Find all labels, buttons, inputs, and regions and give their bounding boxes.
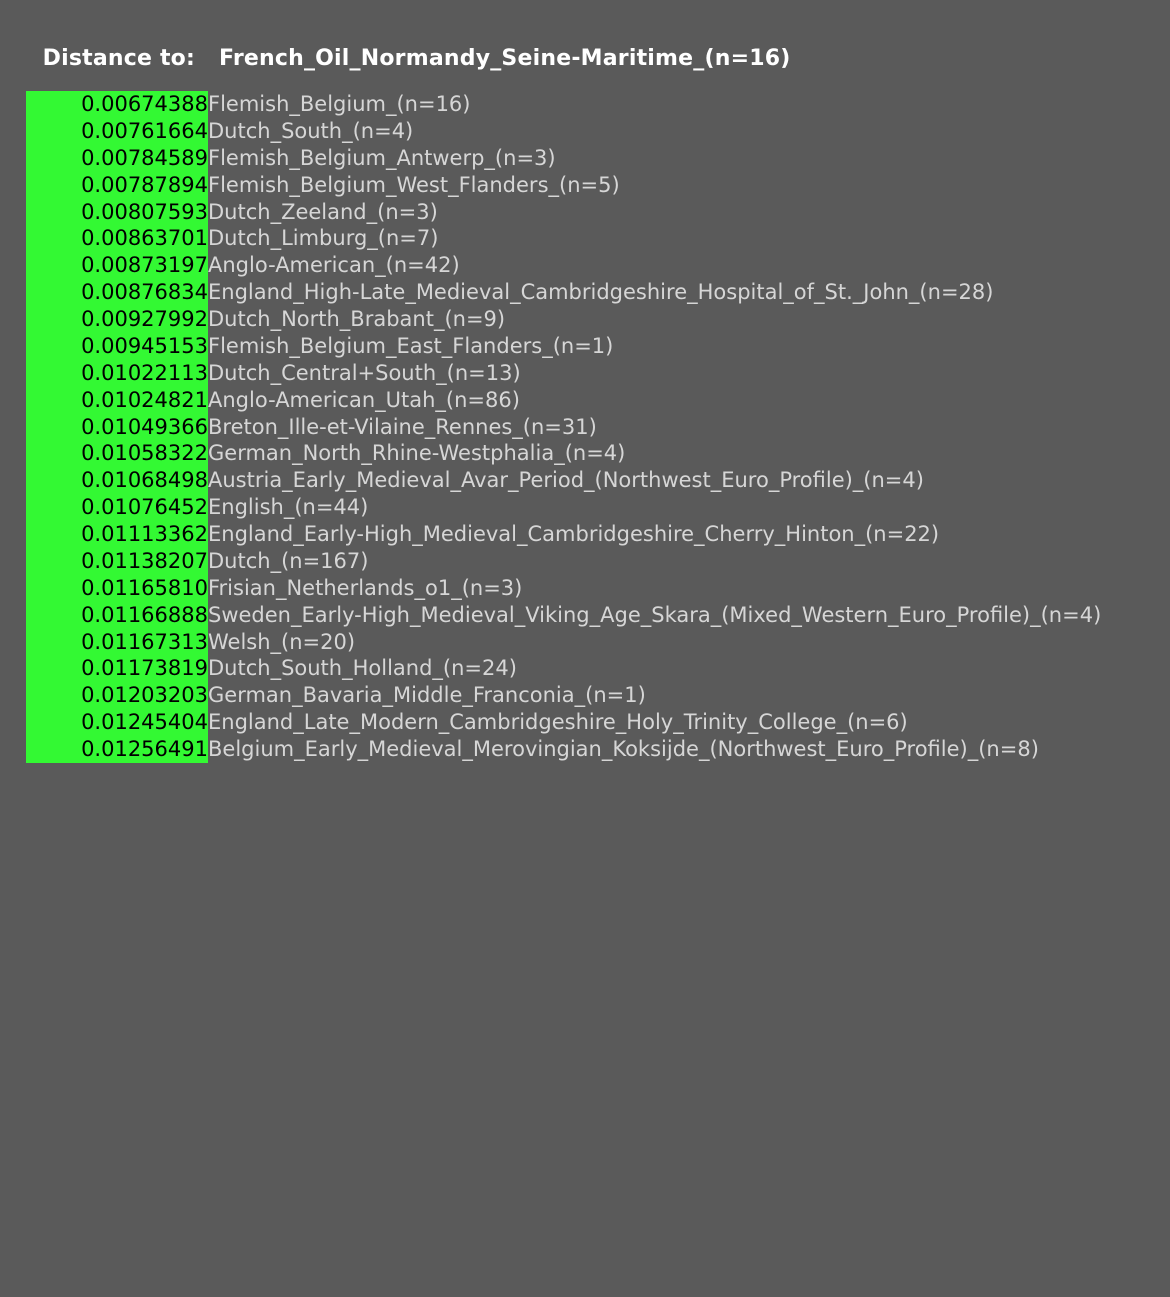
- table-row: [13, 682, 1157, 709]
- distance-value: 0.00945153: [13, 333, 208, 360]
- table-row: [13, 387, 1157, 414]
- population-label: Austria_Early_Medieval_Avar_Period_(Northwest_Euro_Profile)_(n=4): [208, 468, 924, 493]
- distance-value: 0.00863701: [13, 225, 208, 252]
- table-row: [13, 118, 1157, 145]
- population-label: Dutch_(n=167): [208, 548, 369, 573]
- distance-value: 0.00761664: [13, 118, 208, 145]
- distance-value: 0.01173819: [13, 655, 208, 682]
- distance-value: 0.00787894: [13, 172, 208, 199]
- distance-value: 0.00674388: [13, 91, 208, 118]
- table-row: [13, 91, 1157, 118]
- table-row: [13, 440, 1157, 467]
- distance-value: 0.01203203: [13, 682, 208, 709]
- population-label: Anglo-American_Utah_(n=86): [208, 387, 520, 412]
- table-row: [13, 736, 1157, 763]
- table-row: [13, 629, 1157, 656]
- distance-value: 0.01245404: [13, 709, 208, 736]
- distance-value: 0.01165810: [13, 575, 208, 602]
- table-row: [13, 252, 1157, 279]
- population-label: German_North_Rhine-Westphalia_(n=4): [208, 441, 626, 466]
- population-label: Frisian_Netherlands_o1_(n=3): [208, 575, 523, 600]
- table-row: [13, 145, 1157, 172]
- distance-value: 0.01167313: [13, 629, 208, 656]
- distance-value: 0.00873197: [13, 252, 208, 279]
- distance-value: 0.01113362: [13, 521, 208, 548]
- distance-to-label: Distance to:: [42, 46, 195, 71]
- table-row: [13, 575, 1157, 602]
- distance-value: 0.01058322: [13, 440, 208, 467]
- population-label: Sweden_Early-High_Medieval_Viking_Age_Skara_(Mixed_Western_Euro_Profile)_(n=4): [208, 602, 1102, 627]
- population-label: Dutch_Central+South_(n=13): [208, 360, 521, 385]
- table-row: [13, 602, 1157, 629]
- table-row: [13, 333, 1157, 360]
- table-row: [13, 360, 1157, 387]
- distance-value: 0.01138207: [13, 548, 208, 575]
- population-label: Welsh_(n=20): [208, 629, 356, 654]
- results-header: [0, 0, 1170, 91]
- table-row: [13, 655, 1157, 682]
- population-label: England_Late_Modern_Cambridgeshire_Holy_Trinity_College_(n=6): [208, 710, 908, 735]
- distance-value: 0.00927992: [13, 306, 208, 333]
- population-label: Dutch_South_(n=4): [208, 118, 414, 143]
- population-label: Anglo-American_(n=42): [208, 253, 460, 278]
- table-row: [13, 172, 1157, 199]
- population-label: Flemish_Belgium_(n=16): [208, 92, 471, 116]
- distance-value: 0.01049366: [13, 414, 208, 441]
- distance-value: 0.01022113: [13, 360, 208, 387]
- population-label: Dutch_Zeeland_(n=3): [208, 199, 438, 224]
- target-population-title: French_Oil_Normandy_Seine-Maritime_(n=16): [219, 46, 791, 71]
- distance-results-table: [0, 91, 1170, 763]
- population-label: Breton_Ille-et-Vilaine_Rennes_(n=31): [208, 414, 597, 439]
- distance-value: 0.01256491: [13, 736, 208, 763]
- table-row: [13, 521, 1157, 548]
- distance-value: 0.01024821: [13, 387, 208, 414]
- distance-value: 0.01166888: [13, 602, 208, 629]
- population-label: England_High-Late_Medieval_Cambridgeshire_Hospital_of_St._John_(n=28): [208, 280, 994, 305]
- distance-value: 0.01068498: [13, 467, 208, 494]
- population-label: English_(n=44): [208, 495, 369, 520]
- population-label: German_Bavaria_Middle_Franconia_(n=1): [208, 683, 646, 708]
- table-row: [13, 414, 1157, 441]
- population-label: Flemish_Belgium_West_Flanders_(n=5): [208, 172, 620, 197]
- population-label: Dutch_Limburg_(n=7): [208, 226, 439, 251]
- population-label: Flemish_Belgium_East_Flanders_(n=1): [208, 333, 614, 358]
- table-row: [13, 225, 1157, 252]
- population-label: Dutch_North_Brabant_(n=9): [208, 307, 506, 331]
- table-row: [13, 548, 1157, 575]
- distance-value: 0.01076452: [13, 494, 208, 521]
- table-row: [13, 306, 1157, 333]
- table-row: [13, 709, 1157, 736]
- table-row: [13, 494, 1157, 521]
- distance-value: 0.00807593: [13, 199, 208, 226]
- table-row: [13, 199, 1157, 226]
- table-row: [13, 467, 1157, 494]
- population-label: Flemish_Belgium_Antwerp_(n=3): [208, 145, 556, 170]
- distance-value: 0.00876834: [13, 279, 208, 306]
- table-row: [13, 279, 1157, 306]
- distance-value: 0.00784589: [13, 145, 208, 172]
- population-label: Dutch_South_Holland_(n=24): [208, 656, 517, 681]
- population-label: Belgium_Early_Medieval_Merovingian_Koksijde_(Northwest_Euro_Profile)_(n=8): [208, 737, 1039, 761]
- population-label: England_Early-High_Medieval_Cambridgeshire_Cherry_Hinton_(n=22): [208, 522, 940, 546]
